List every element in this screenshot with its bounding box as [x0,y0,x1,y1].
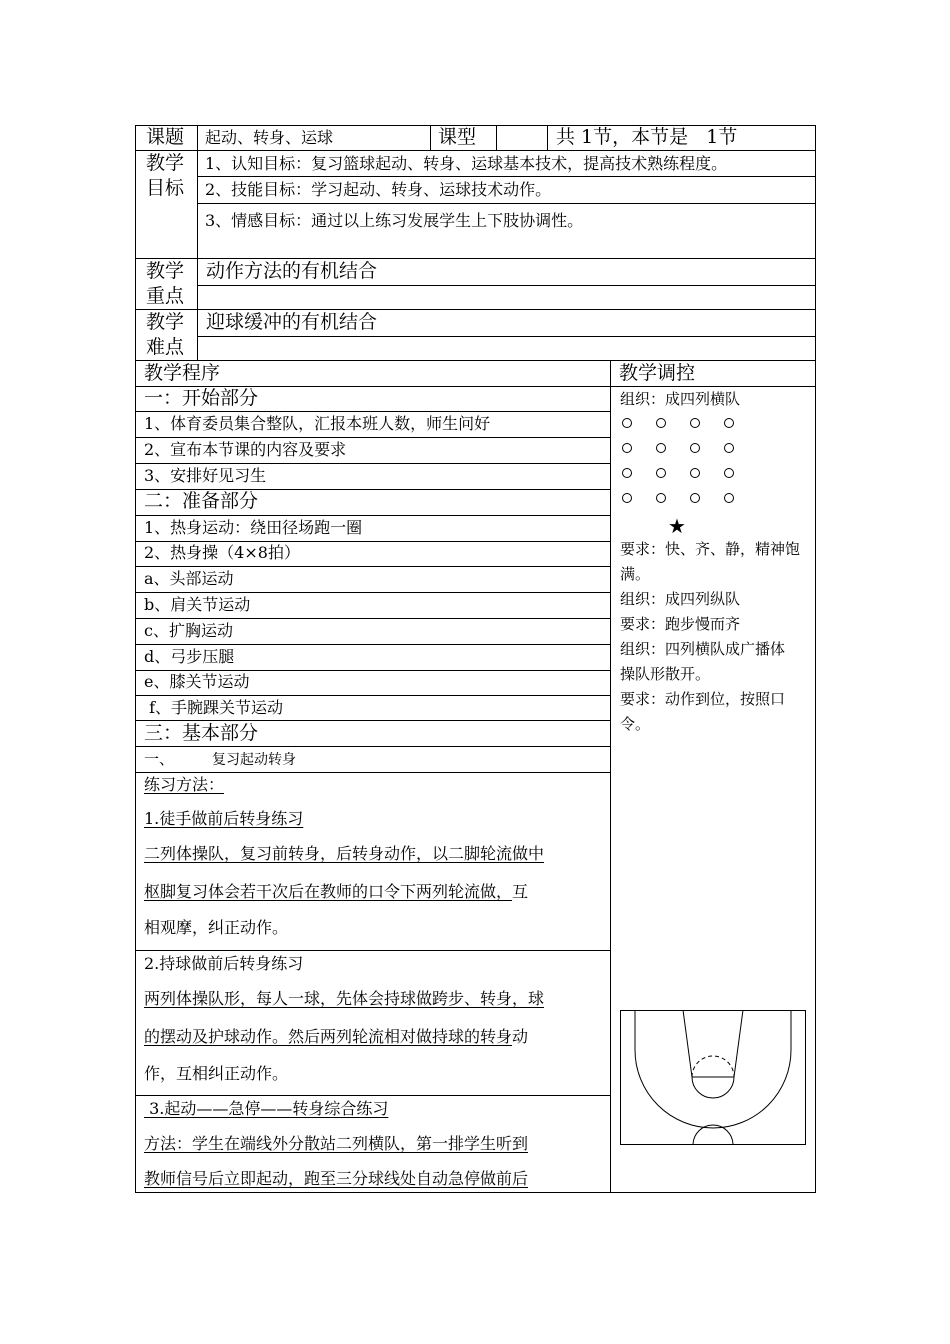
part3-sub-number: 一、 [144,750,175,768]
part2-item: f、手腕踝关节运动 [144,698,284,717]
student-marker-icon [622,493,632,503]
exercise2-line-tail: 动 [512,1027,529,1046]
student-marker-icon [656,468,666,478]
objectives-label-line1: 教学 [146,152,185,174]
student-marker-icon [656,418,666,428]
part2-item: e、膝关节运动 [144,672,250,691]
part1-title: 一：开始部分 [144,387,259,409]
teacher-star-icon: ★ [668,514,686,538]
lesson-type-label: 课型 [438,126,477,148]
part3-title: 三：基本部分 [144,722,259,744]
difficulty-label-line2: 难点 [146,336,185,358]
part2-item: 1、热身运动：绕田径场跑一圈 [144,518,363,537]
control-requirement-3: 要求：动作到位，按照口 [620,690,786,708]
student-marker-icon [656,493,666,503]
exercise1-line: 相观摩，纠正动作。 [144,918,289,937]
control-requirement-2: 要求：跑步慢而齐 [620,615,741,633]
student-marker-icon [724,468,734,478]
difficulty-text: 迎球缓冲的有机结合 [206,311,378,333]
exercise1-title: 1.徒手做前后转身练习 [144,809,304,828]
student-marker-icon [690,493,700,503]
exercise3-title: 3.起动——急停——转身综合练习 [144,1099,389,1118]
procedure-header: 教学程序 [144,362,221,384]
objective-affective: 3、情感目标：通过以上练习发展学生上下肢协调性。 [205,211,584,230]
control-organization-3: 组织：四列横队成广播体 [620,640,786,658]
exercise1-line: 二列体操队，复习前转身，后转身动作，以二脚轮流做中 [144,844,545,863]
part3-sub-title: 复习起动转身 [212,752,296,768]
part2-item: a、头部运动 [144,569,234,588]
objective-cognitive: 1、认知目标：复习篮球起动、转身、运球基本技术，提高技术熟练程度。 [205,154,728,173]
part1-item: 3、安排好见习生 [144,466,267,485]
student-marker-icon [622,418,632,428]
part2-title: 二：准备部分 [144,490,259,512]
control-requirement-3-cont: 令。 [620,715,651,733]
part1-item: 2、宣布本节课的内容及要求 [144,440,347,459]
key-point-label-line1: 教学 [146,260,185,282]
part2-item: 2、热身操（4×8拍） [144,543,300,562]
control-organization-2: 组织：成四列纵队 [620,590,741,608]
control-requirement-1: 要求：快、齐、静，精神饱 [620,540,801,558]
session-count: 共 1节，本节是 1节 [556,126,738,148]
exercise2-line: 作，互相纠正动作。 [144,1064,289,1083]
exercise1-line-tail: 互 [512,882,529,901]
student-marker-icon [724,443,734,453]
exercise2-title: 2.持球做前后转身练习 [144,954,304,973]
exercise2-line: 两列体操队形，每人一球，先体会持球做跨步、转身，球 [144,989,545,1008]
exercise3-line: 教师信号后立即起动，跑至三分球线处自动急停做前后 [144,1169,529,1188]
control-organization-1: 组织：成四列横队 [620,390,741,408]
basketball-half-court-icon [620,1010,806,1146]
exercise2-line-text: 的摆动及护球动作。然后两列轮流相对做持球的转身 [144,1027,513,1046]
subject-label: 课题 [146,126,185,148]
control-header: 教学调控 [619,362,696,384]
student-marker-icon [656,443,666,453]
control-organization-3-cont: 操队形散开。 [620,665,711,683]
student-marker-icon [724,493,734,503]
student-marker-icon [690,443,700,453]
exercise3-line: 方法：学生在端线外分散站二列横队，第一排学生听到 [144,1134,529,1153]
part2-item: c、扩胸运动 [144,621,233,640]
part2-item: b、肩关节运动 [144,595,251,614]
difficulty-label-line1: 教学 [146,311,185,333]
student-marker-icon [622,468,632,478]
part2-item: d、弓步压腿 [144,647,235,666]
control-requirement-1-cont: 满。 [620,565,651,583]
exercise1-line-text: 枢脚复习体会若干次后在教师的口令下两列轮流做， [144,882,513,901]
part1-item: 1、体育委员集合整队，汇报本班人数，师生问好 [144,414,491,433]
exercise1-line [144,884,528,900]
student-marker-icon [690,418,700,428]
practice-method-label: 练习方法： [144,775,225,794]
exercise2-line [144,1029,528,1045]
student-marker-icon [724,418,734,428]
key-point-label-line2: 重点 [146,285,185,307]
objective-skill: 2、技能目标：学习起动、转身、运球技术动作。 [205,180,552,199]
student-marker-icon [622,443,632,453]
key-point-text: 动作方法的有机结合 [206,260,378,282]
student-marker-icon [690,468,700,478]
subject-value: 起动、转身、运球 [205,128,334,147]
objectives-label-line2: 目标 [146,177,185,199]
